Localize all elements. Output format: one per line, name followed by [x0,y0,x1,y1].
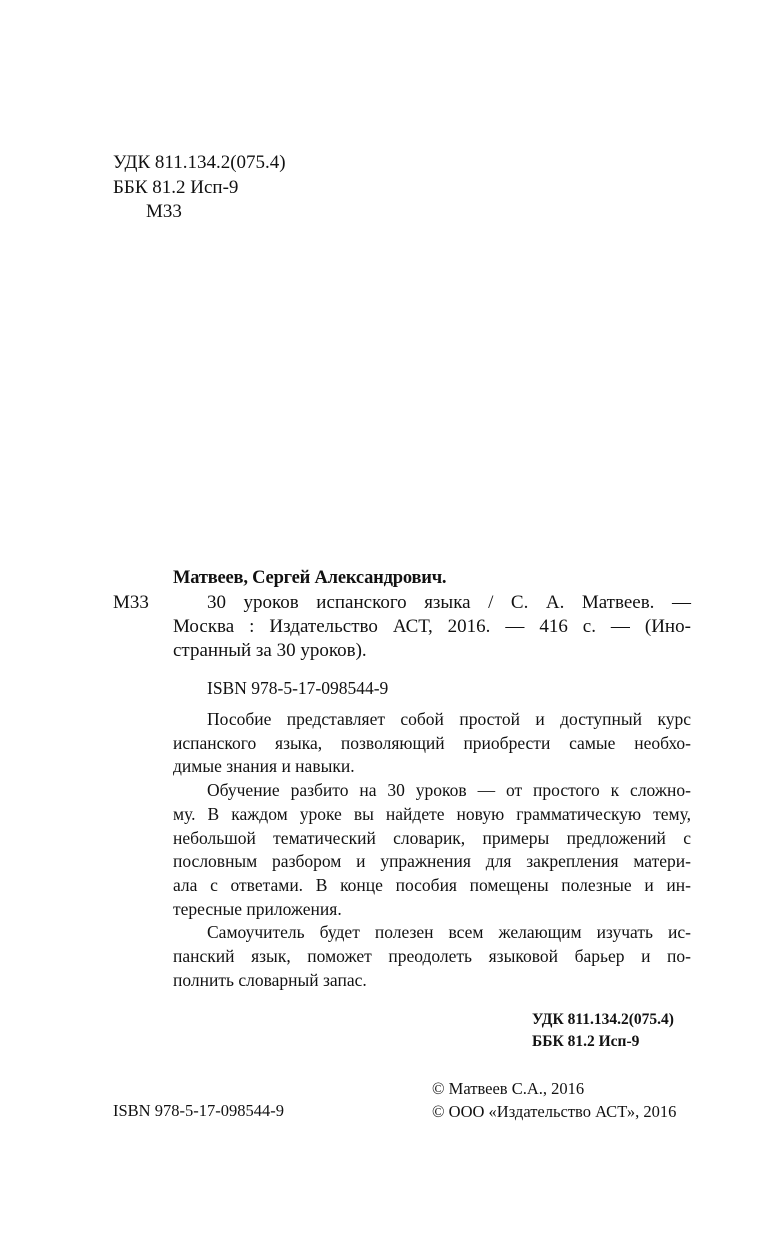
annotation-line: Самоучитель будет полезен всем желающим изучать ис- [207,922,691,943]
isbn-footer: ISBN 978-5-17-098544-9 [113,1101,284,1120]
top-classification [113,151,286,225]
bbk-code: ББК 81.2 Исп-9 [113,176,239,198]
copyright-author: © Матвеев С.А., 2016 [432,1079,585,1098]
annotation [173,708,691,992]
copyright-publisher: © ООО «Издательство АСТ», 2016 [432,1102,677,1121]
annotation-line: Обучение разбито на 30 уроков — от простого к сложно- [207,780,691,801]
annotation-line: испанского языка, позволяющий приобрести самые необхо- [173,732,691,753]
bibliographic-description [173,591,691,663]
author-heading: Матвеев, Сергей Александрович. [173,568,447,588]
author-mark: М33 [146,201,182,222]
catalog-author-mark: М33 [113,592,149,613]
bib-line: Москва : Издательство АСТ, 2016. — 416 с. — (Ино- [173,616,691,637]
bib-line: странный за 30 уроков). [173,640,367,661]
annotation-line: небольшой тематический словарик, примеры предложений с [173,827,691,848]
udk-code: УДК 811.134.2(075.4) [113,152,286,173]
bold-classification [532,1009,674,1053]
isbn-catalog: ISBN 978-5-17-098544-9 [207,678,389,698]
annotation-line: панский язык, поможет преодолеть языковой барьер и по- [173,946,691,967]
annotation-line: ала с ответами. В конце пособия помещены полезные и ин- [173,874,691,895]
annotation-line: му. В каждом уроке вы найдете новую грамматическую тему, [173,803,691,824]
bbk-code-bold: ББК 81.2 Исп-9 [532,1033,640,1050]
bib-line: 30 уроков испанского языка / С. А. Матвеев. — [207,592,691,613]
udk-code-bold: УДК 811.134.2(075.4) [532,1011,674,1028]
annotation-line: полнить словарный запас. [173,969,367,990]
annotation-line: димые знания и навыки. [173,756,355,777]
annotation-line: пословным разбором и упражнения для закрепления матери- [173,851,691,872]
annotation-line: Пособие представляет собой простой и доступный курс [207,709,691,729]
copyright-block [432,1077,676,1123]
annotation-line: тересные приложения. [173,898,342,919]
